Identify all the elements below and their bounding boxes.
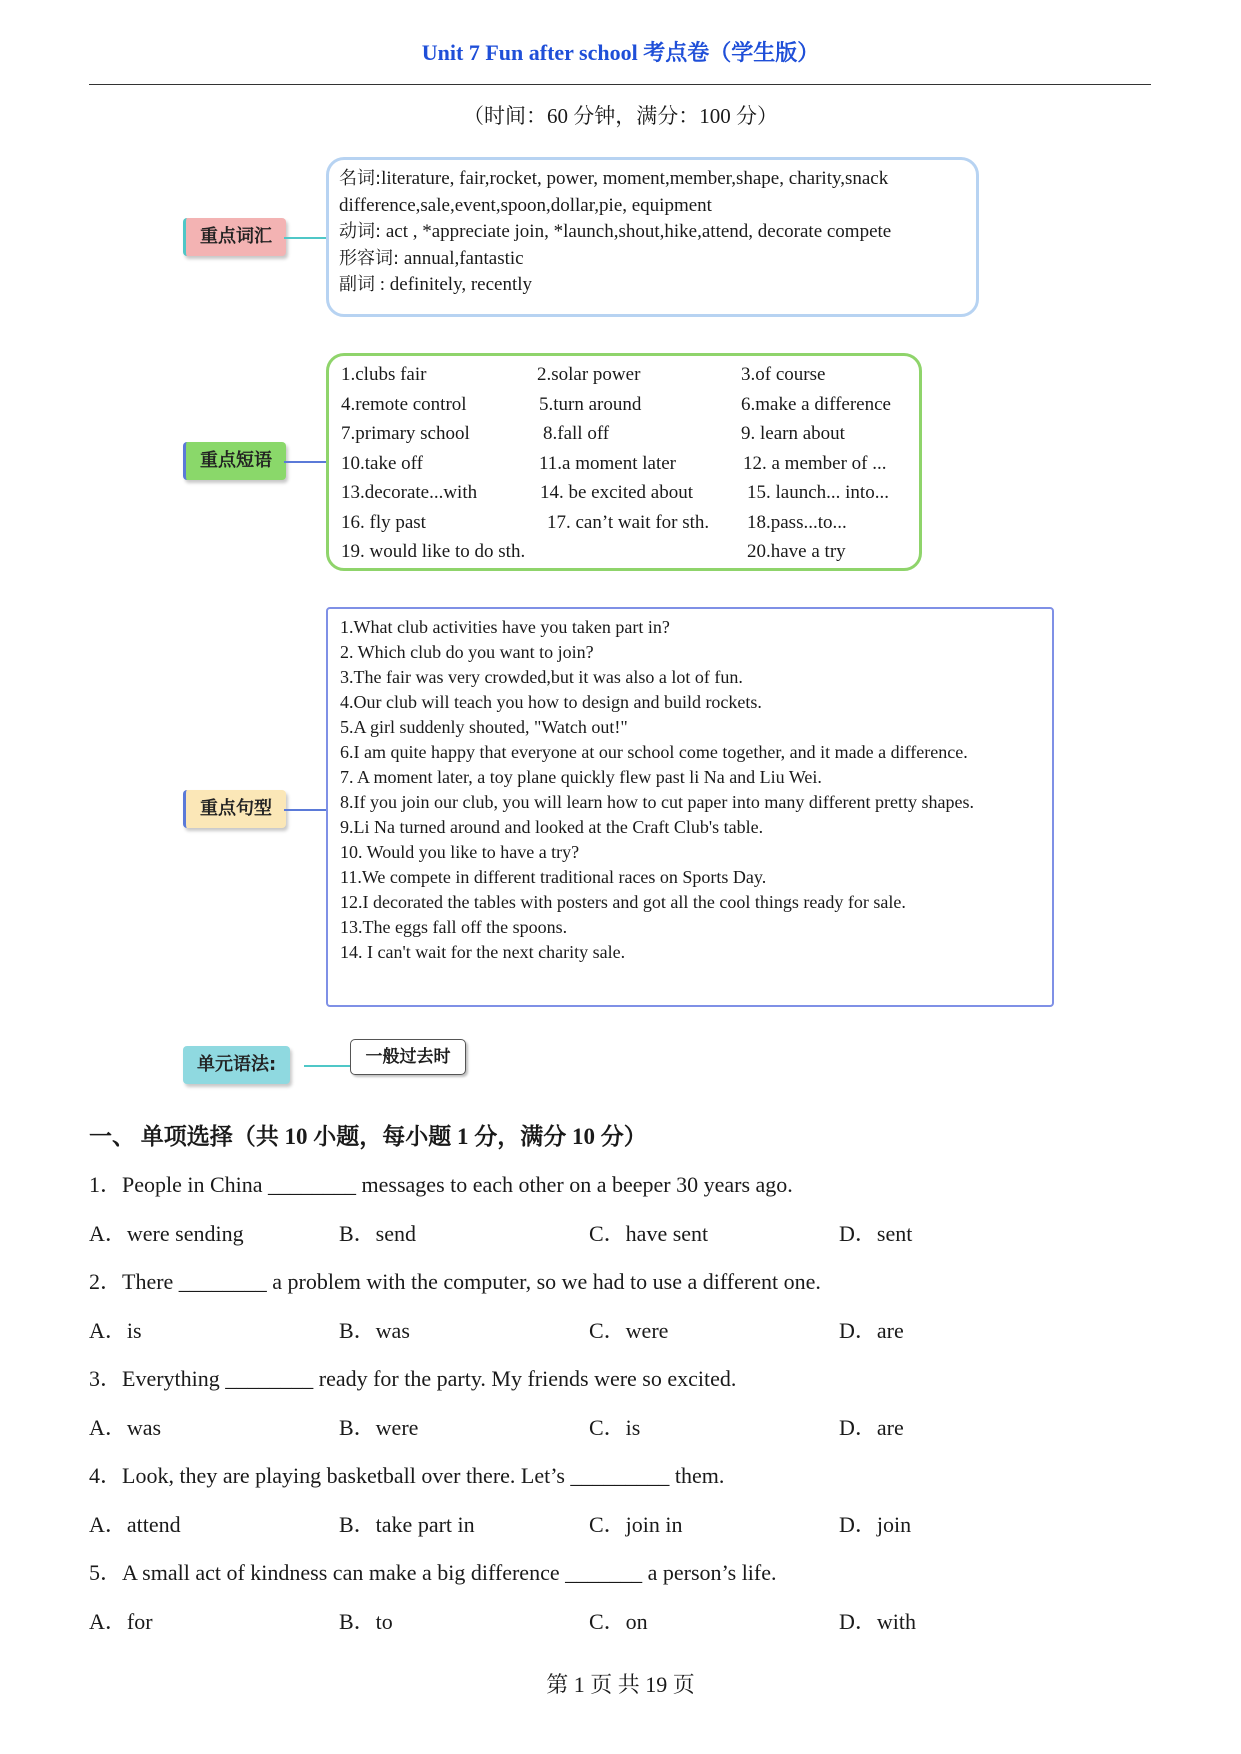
phrase-tag: 重点短语 (183, 442, 286, 480)
answer-option[interactable]: A．was (89, 1415, 162, 1440)
grammar-connector (304, 1065, 350, 1067)
phrase-item: 20.have a try (747, 541, 846, 562)
answer-option[interactable]: C．were (589, 1318, 669, 1343)
grammar-topic: 一般过去时 (350, 1039, 466, 1075)
phrase-item: 2.solar power (537, 364, 641, 385)
answer-option[interactable]: A．is (89, 1318, 142, 1343)
vocab-connector (284, 237, 326, 239)
sentence-item: 5.A girl suddenly shouted, "Watch out!" (340, 717, 628, 737)
question-stem: 4．Look, they are playing basketball over there. Let’s _________ them. (89, 1463, 725, 1488)
sentence-item: 7. A moment later, a toy plane quickly flew past li Na and Liu Wei. (340, 767, 822, 787)
answer-option[interactable]: B．were (339, 1415, 419, 1440)
vocab-text: annual,fantastic (399, 247, 524, 269)
phrase-connector (284, 461, 326, 463)
sentence-connector (284, 809, 326, 811)
sentence-item: 6.I am quite happy that everyone at our school come together, and it made a difference. (340, 742, 968, 762)
vocab-text: act , *appreciate join, *launch,shout,hike,attend, decorate compete (381, 221, 892, 242)
answer-option[interactable]: A．attend (89, 1512, 181, 1537)
sentence-item: 10. Would you like to have a try? (340, 842, 580, 862)
phrase-item: 9. learn about (741, 423, 845, 444)
phrase-item: 3.of course (741, 364, 826, 385)
question-stem: 5．A small act of kindness can make a big difference _______ a person’s life. (89, 1560, 777, 1585)
answer-option[interactable]: D．are (839, 1318, 904, 1343)
header-rule (89, 84, 1151, 85)
sentence-item: 8.If you join our club, you will learn how to cut paper into many different pretty shapes. (340, 792, 975, 812)
answer-option[interactable]: C．is (589, 1415, 641, 1440)
phrase-item: 7.primary school (341, 423, 470, 444)
answer-option[interactable]: D．are (839, 1415, 904, 1440)
vocab-label: 名词: (339, 168, 382, 189)
sentence-list (340, 615, 1040, 965)
question-stem: 3．Everything ________ ready for the party. My friends were so excited. (89, 1366, 737, 1391)
answer-option[interactable]: D．join (839, 1512, 912, 1537)
answer-option[interactable]: B．was (339, 1318, 410, 1343)
sentence-item: 13.The eggs fall off the spoons. (340, 917, 568, 937)
sentence-item: 14. I can't wait for the next charity sale. (340, 942, 626, 962)
phrase-item: 14. be excited about (540, 482, 694, 503)
phrase-item: 4.remote control (341, 393, 467, 415)
vocab-label: 形容词: (339, 247, 400, 269)
phrase-item: 5.turn around (539, 393, 642, 415)
vocab-tag: 重点词汇 (183, 218, 286, 256)
phrase-box (326, 353, 922, 571)
phrase-item: 16. fly past (341, 511, 426, 533)
answer-option[interactable]: D．sent (839, 1221, 913, 1246)
sentence-item: 4.Our club will teach you how to design and build rockets. (340, 692, 762, 712)
exam-subtitle: （时间：60 分钟，满分：100 分） (463, 104, 778, 128)
phrase-item: 1.clubs fair (341, 364, 427, 385)
sentence-item: 9.Li Na turned around and looked at the Craft Club's table. (340, 817, 764, 837)
question-stem: 1．People in China ________ messages to each other on a beeper 30 years ago. (89, 1172, 793, 1197)
vocab-text: difference,sale,event,spoon,dollar,pie, equipment (339, 194, 712, 216)
question-stem: 2．There ________ a problem with the computer, so we had to use a different one. (89, 1269, 821, 1294)
sentence-item: 3.The fair was very crowded,but it was also a lot of fun. (340, 667, 743, 687)
vocab-box (326, 157, 979, 317)
vocab-label: 动词: (339, 221, 382, 242)
phrase-item: 12. a member of ... (743, 452, 887, 474)
section-heading: 一、 单项选择（共 10 小题，每小题 1 分，满分 10 分） (89, 1124, 647, 1149)
answer-option[interactable]: B．take part in (339, 1512, 475, 1537)
vocab-line (339, 166, 966, 193)
answer-option[interactable]: D．with (839, 1609, 917, 1634)
grammar-tag: 单元语法: (183, 1046, 290, 1084)
page-footer: 第 1 页 共 19 页 (546, 1672, 695, 1697)
vocab-line (339, 246, 966, 273)
sentence-item: 1.What club activities have you taken part in? (340, 617, 670, 637)
phrase-item: 18.pass...to... (747, 511, 847, 533)
sentence-item: 2. Which club do you want to join? (340, 642, 594, 662)
vocab-line (339, 219, 966, 246)
sentence-tag: 重点句型 (183, 790, 286, 828)
phrase-item: 10.take off (341, 452, 423, 474)
vocab-label: 副词 (339, 274, 375, 295)
phrase-item: 17. can’t wait for sth. (547, 511, 710, 533)
vocab-text: : definitely, recently (375, 274, 533, 295)
vocab-text: literature, fair,rocket, power, moment,member,shape, charity,snack (381, 168, 889, 189)
answer-option[interactable]: A．were sending (89, 1221, 244, 1246)
phrase-item: 19. would like to do sth. (341, 541, 526, 562)
vocab-line (339, 272, 966, 299)
sentence-box (326, 607, 1054, 1007)
phrase-item: 13.decorate...with (341, 482, 478, 503)
answer-option[interactable]: B．to (339, 1609, 393, 1634)
answer-option[interactable]: C．have sent (589, 1221, 709, 1246)
phrase-item: 15. launch... into... (747, 482, 889, 503)
phrase-item: 6.make a difference (741, 393, 891, 415)
answer-option[interactable]: C．on (589, 1609, 648, 1634)
answer-option[interactable]: C．join in (589, 1512, 683, 1537)
sentence-item: 12.I decorated the tables with posters and got all the cool things ready for sale. (340, 892, 906, 912)
phrase-item: 11.a moment later (539, 452, 676, 474)
answer-option[interactable]: B．send (339, 1221, 417, 1246)
vocab-line (339, 193, 966, 220)
answer-option[interactable]: A．for (89, 1609, 153, 1634)
phrase-item: 8.fall off (543, 423, 610, 444)
sentence-item: 11.We compete in different traditional races on Sports Day. (340, 867, 767, 887)
document-title: Unit 7 Fun after school 考点卷（学生版） (421, 40, 820, 65)
